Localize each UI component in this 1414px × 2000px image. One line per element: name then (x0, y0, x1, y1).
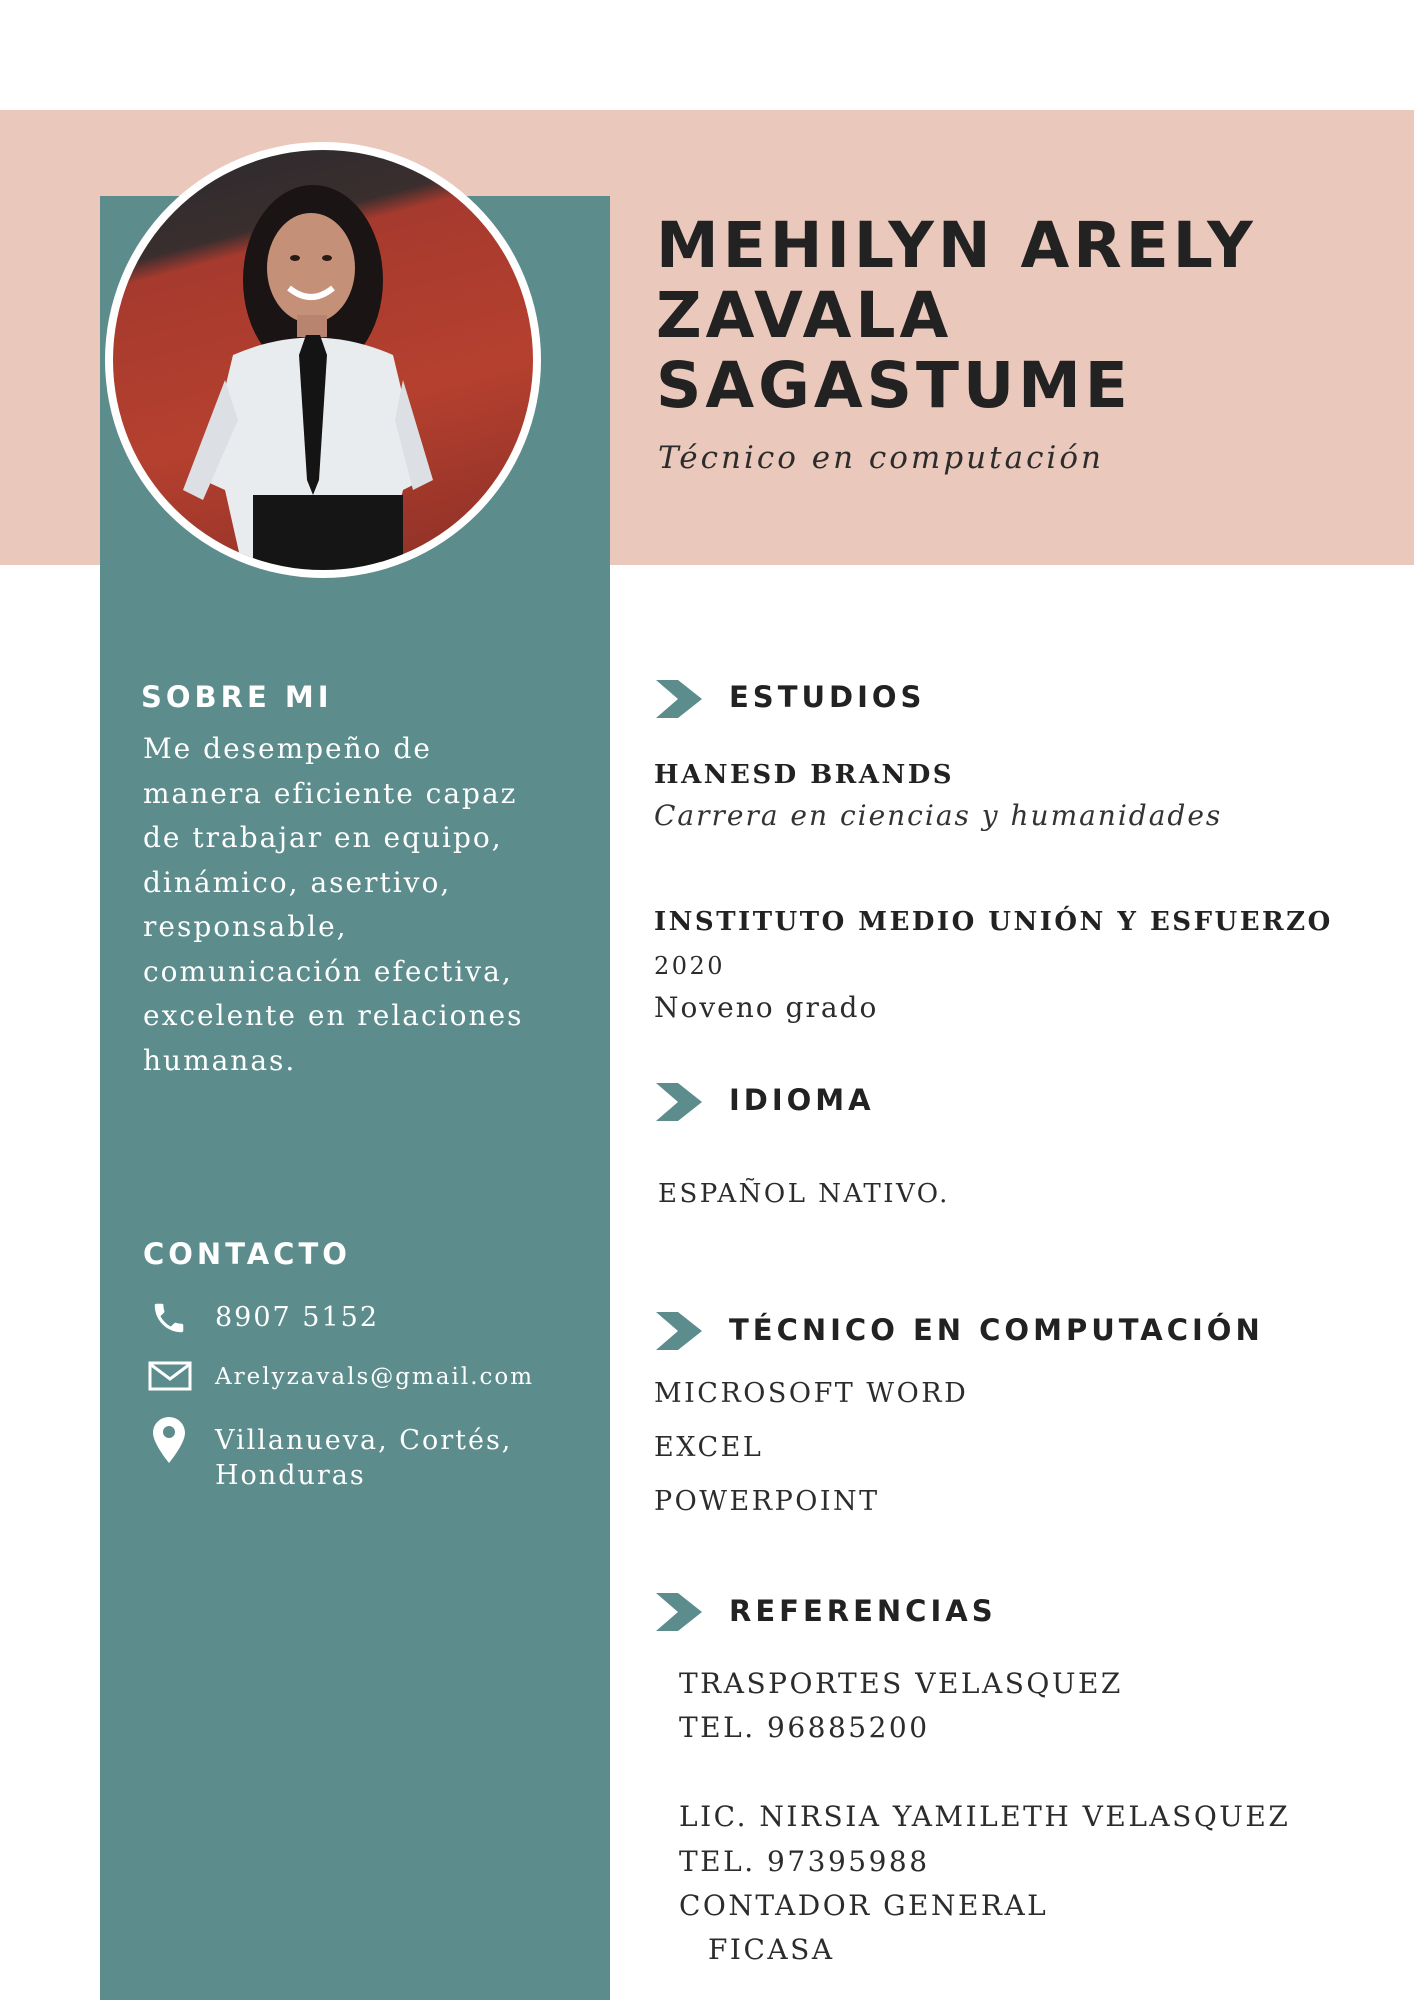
chevron-right-icon (656, 1312, 704, 1350)
reference-line: TRASPORTES VELASQUEZ (679, 1667, 1123, 1700)
full-name-line-3: SAGASTUME (656, 349, 1132, 422)
person-silhouette-illustration (113, 150, 533, 570)
skill-item: EXCEL (654, 1432, 764, 1463)
about-line: Me desempeño de (143, 732, 432, 765)
chevron-right-icon (656, 1083, 704, 1121)
contact-heading: CONTACTO (143, 1237, 351, 1271)
chevron-right-icon (656, 680, 704, 718)
education-institution: HANESD BRANDS (654, 760, 955, 790)
reference-line: FICASA (708, 1933, 835, 1966)
about-heading: SOBRE MI (141, 680, 333, 714)
reference-line: TEL. 97395988 (679, 1845, 930, 1878)
envelope-icon (148, 1361, 192, 1391)
skills-heading: TÉCNICO EN COMPUTACIÓN (729, 1313, 1264, 1347)
languages-heading: IDIOMA (729, 1083, 875, 1117)
education-institution: INSTITUTO MEDIO UNIÓN Y ESFUERZO (654, 907, 1333, 937)
chevron-right-icon (656, 1593, 704, 1631)
contact-phone[interactable]: 8907 5152 (215, 1302, 380, 1333)
references-heading: REFERENCIAS (729, 1594, 997, 1628)
language-item: ESPAÑOL NATIVO. (658, 1179, 950, 1209)
reference-line: CONTADOR GENERAL (679, 1889, 1049, 1922)
about-line: comunicación efectiva, (143, 954, 513, 988)
about-line: responsable, (143, 910, 348, 943)
reference-line: TEL. 96885200 (679, 1711, 930, 1744)
skill-item: MICROSOFT WORD (654, 1378, 969, 1409)
about-line: manera eficiente capaz (143, 776, 518, 810)
about-text (143, 727, 523, 1083)
contact-email[interactable]: Arelyzavals@gmail.com (215, 1364, 535, 1390)
full-name-line-1: MEHILYN ARELY (656, 209, 1257, 282)
phone-icon (150, 1299, 188, 1337)
about-line: excelente en relaciones (143, 999, 524, 1032)
location-pin-icon (153, 1417, 185, 1463)
reference-line: LIC. NIRSIA YAMILETH VELASQUEZ (679, 1800, 1291, 1833)
education-heading: ESTUDIOS (729, 680, 926, 714)
education-degree: Noveno grado (654, 991, 879, 1024)
about-line: dinámico, asertivo, (143, 865, 452, 899)
skill-item: POWERPOINT (654, 1486, 880, 1517)
address-line: Honduras (215, 1460, 366, 1491)
about-line: humanas. (143, 1043, 297, 1077)
job-title: Técnico en computación (658, 440, 1104, 476)
about-line: de trabajar en equipo, (143, 821, 503, 854)
contact-address (215, 1423, 512, 1493)
profile-photo (105, 142, 541, 578)
address-line: Villanueva, Cortés, (215, 1425, 513, 1456)
education-degree: Carrera en ciencias y humanidades (654, 799, 1223, 832)
full-name-line-2: ZAVALA (656, 279, 953, 352)
education-year: 2020 (654, 952, 726, 980)
